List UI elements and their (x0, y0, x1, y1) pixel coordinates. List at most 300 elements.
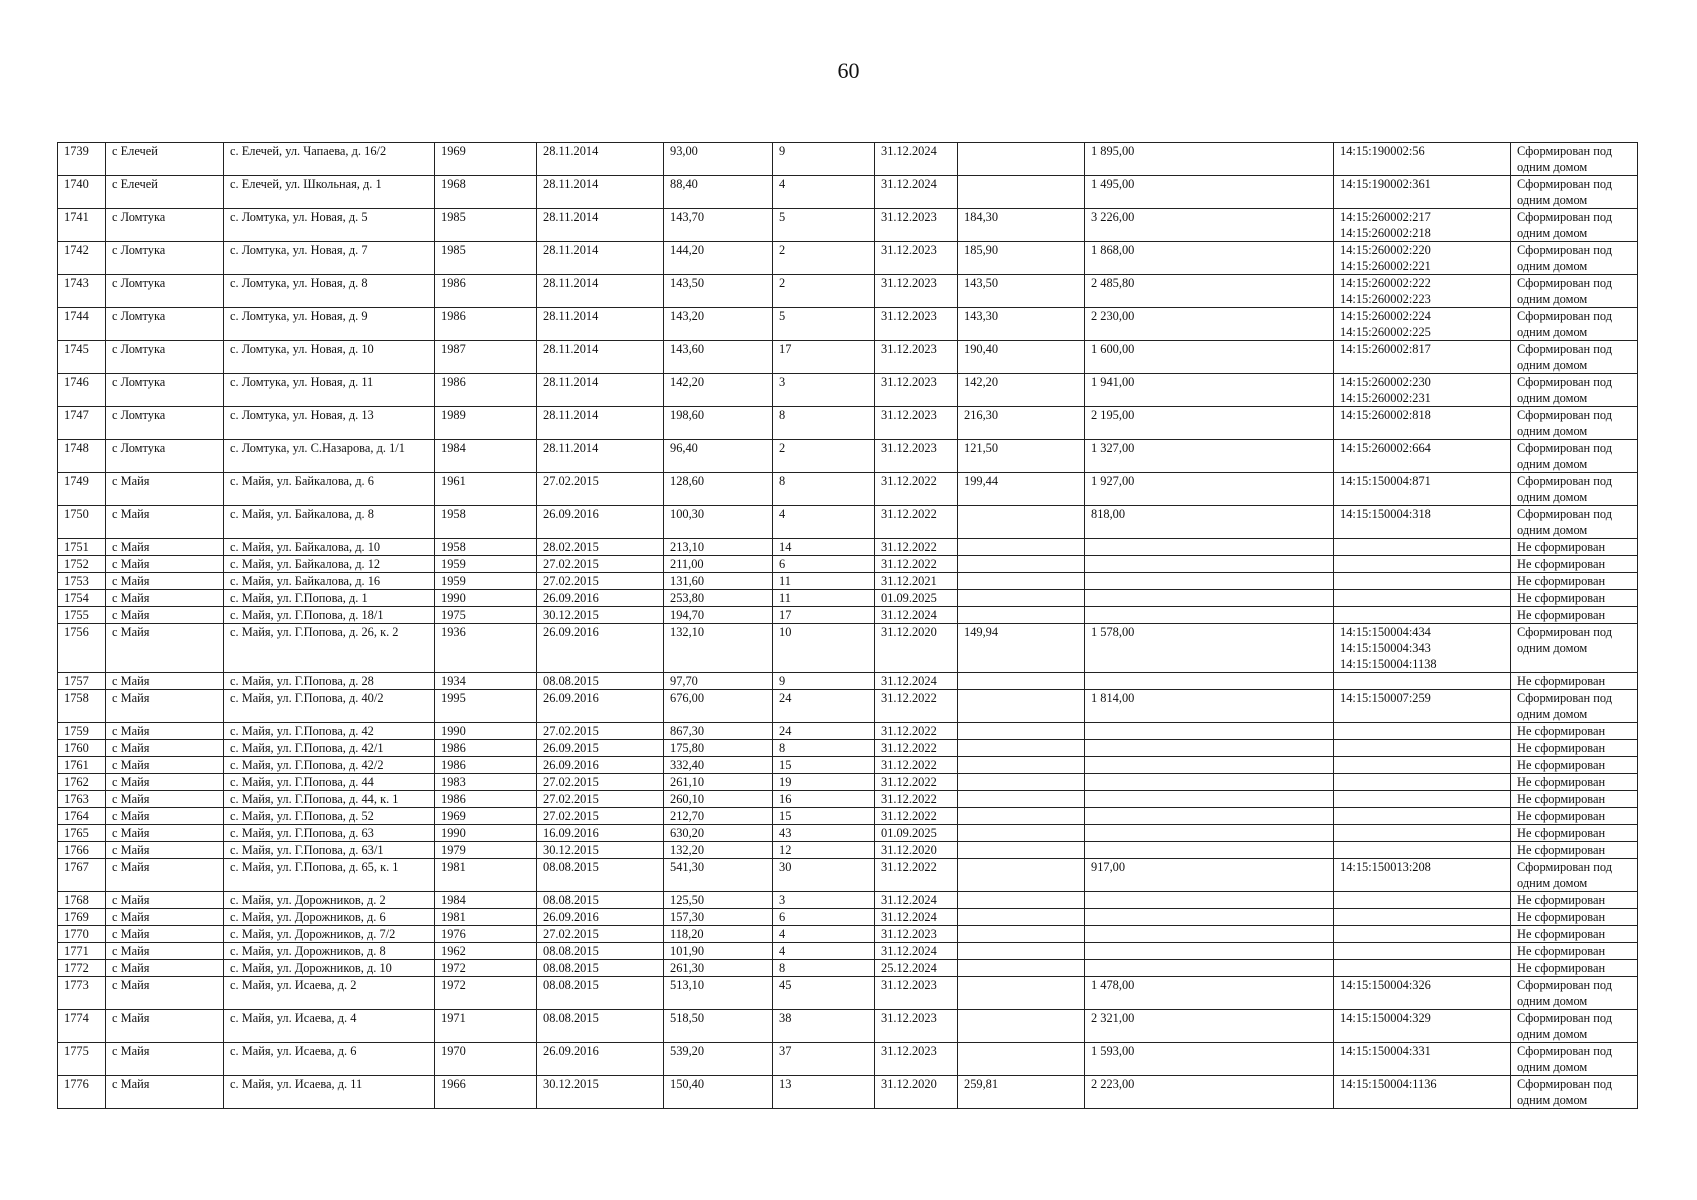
area-cell: 93,00 (664, 143, 773, 176)
settlement-cell: с Ломтука (106, 440, 224, 473)
address-cell: с. Майя, ул. Дорожников, д. 6 (224, 909, 435, 926)
settlement-cell: с Майя (106, 943, 224, 960)
land-area-cell (958, 723, 1085, 740)
planned-date-cell: 31.12.2022 (875, 723, 958, 740)
settlement-cell: с Ломтука (106, 209, 224, 242)
table-row (58, 275, 1638, 308)
settlement-cell: с Елечей (106, 143, 224, 176)
year-built-cell: 1972 (435, 977, 537, 1010)
land-area-cell (958, 977, 1085, 1010)
cost-cell: 2 321,00 (1085, 1010, 1334, 1043)
row-number-cell: 1744 (58, 308, 106, 341)
residents-count-cell: 11 (773, 573, 875, 590)
area-cell: 261,10 (664, 774, 773, 791)
date-cell: 27.02.2015 (537, 573, 664, 590)
residents-count-cell: 37 (773, 1043, 875, 1076)
table-row (58, 926, 1638, 943)
year-built-cell: 1969 (435, 143, 537, 176)
residents-count-cell: 38 (773, 1010, 875, 1043)
date-cell: 27.02.2015 (537, 774, 664, 791)
cadastral-number-cell (1334, 808, 1511, 825)
row-number-cell: 1768 (58, 892, 106, 909)
settlement-cell: с Майя (106, 1043, 224, 1076)
date-cell: 26.09.2015 (537, 740, 664, 757)
date-cell: 26.09.2016 (537, 506, 664, 539)
residents-count-cell: 6 (773, 556, 875, 573)
planned-date-cell: 31.12.2022 (875, 774, 958, 791)
address-cell: с. Майя, ул. Г.Попова, д. 52 (224, 808, 435, 825)
land-status-cell: Не сформирован (1511, 960, 1638, 977)
table-row (58, 556, 1638, 573)
table-row (58, 825, 1638, 842)
table-row (58, 590, 1638, 607)
date-cell: 27.02.2015 (537, 926, 664, 943)
settlement-cell: с Майя (106, 607, 224, 624)
area-cell: 144,20 (664, 242, 773, 275)
table-row (58, 242, 1638, 275)
cost-cell: 1 327,00 (1085, 440, 1334, 473)
land-status-cell: Не сформирован (1511, 590, 1638, 607)
date-cell: 08.08.2015 (537, 892, 664, 909)
settlement-cell: с Майя (106, 556, 224, 573)
address-cell: с. Майя, ул. Г.Попова, д. 44, к. 1 (224, 791, 435, 808)
table-row (58, 842, 1638, 859)
cost-cell (1085, 808, 1334, 825)
land-area-cell: 190,40 (958, 341, 1085, 374)
cadastral-number-cell (1334, 673, 1511, 690)
table-row (58, 308, 1638, 341)
settlement-cell: с Майя (106, 473, 224, 506)
cadastral-number-cell (1334, 556, 1511, 573)
address-cell: с. Ломтука, ул. Новая, д. 8 (224, 275, 435, 308)
cost-cell: 2 195,00 (1085, 407, 1334, 440)
cost-cell (1085, 723, 1334, 740)
settlement-cell: с Майя (106, 960, 224, 977)
cadastral-number-cell: 14:15:150004:318 (1334, 506, 1511, 539)
area-cell: 260,10 (664, 791, 773, 808)
cost-cell: 1 600,00 (1085, 341, 1334, 374)
date-cell: 26.09.2016 (537, 690, 664, 723)
cadastral-number-cell: 14:15:260002:222 14:15:260002:223 (1334, 275, 1511, 308)
residents-count-cell: 16 (773, 791, 875, 808)
table-row (58, 624, 1638, 673)
area-cell: 513,10 (664, 977, 773, 1010)
residents-count-cell: 2 (773, 440, 875, 473)
cadastral-number-cell: 14:15:260002:664 (1334, 440, 1511, 473)
row-number-cell: 1764 (58, 808, 106, 825)
cadastral-number-cell: 14:15:260002:224 14:15:260002:225 (1334, 308, 1511, 341)
year-built-cell: 1966 (435, 1076, 537, 1109)
table-row (58, 341, 1638, 374)
residents-count-cell: 4 (773, 506, 875, 539)
row-number-cell: 1749 (58, 473, 106, 506)
address-cell: с. Майя, ул. Байкалова, д. 16 (224, 573, 435, 590)
land-area-cell: 142,20 (958, 374, 1085, 407)
settlement-cell: с Майя (106, 926, 224, 943)
area-cell: 125,50 (664, 892, 773, 909)
cost-cell (1085, 774, 1334, 791)
settlement-cell: с Майя (106, 791, 224, 808)
row-number-cell: 1761 (58, 757, 106, 774)
planned-date-cell: 31.12.2020 (875, 1076, 958, 1109)
year-built-cell: 1975 (435, 607, 537, 624)
address-cell: с. Майя, ул. Дорожников, д. 10 (224, 960, 435, 977)
area-cell: 867,30 (664, 723, 773, 740)
settlement-cell: с Ломтука (106, 275, 224, 308)
residents-count-cell: 14 (773, 539, 875, 556)
row-number-cell: 1740 (58, 176, 106, 209)
year-built-cell: 1986 (435, 374, 537, 407)
cadastral-number-cell: 14:15:190002:361 (1334, 176, 1511, 209)
area-cell: 143,60 (664, 341, 773, 374)
cadastral-number-cell: 14:15:150004:434 14:15:150004:343 14:15:150004:1138 (1334, 624, 1511, 673)
residents-count-cell: 8 (773, 740, 875, 757)
area-cell: 211,00 (664, 556, 773, 573)
year-built-cell: 1981 (435, 859, 537, 892)
planned-date-cell: 31.12.2022 (875, 859, 958, 892)
planned-date-cell: 31.12.2022 (875, 808, 958, 825)
settlement-cell: с Майя (106, 590, 224, 607)
cost-cell: 1 593,00 (1085, 1043, 1334, 1076)
area-cell: 332,40 (664, 757, 773, 774)
settlement-cell: с Елечей (106, 176, 224, 209)
date-cell: 27.02.2015 (537, 723, 664, 740)
address-cell: с. Майя, ул. Г.Попова, д. 44 (224, 774, 435, 791)
area-cell: 97,70 (664, 673, 773, 690)
cost-cell (1085, 791, 1334, 808)
row-number-cell: 1767 (58, 859, 106, 892)
row-number-cell: 1750 (58, 506, 106, 539)
row-number-cell: 1769 (58, 909, 106, 926)
date-cell: 08.08.2015 (537, 1010, 664, 1043)
cadastral-number-cell (1334, 960, 1511, 977)
land-status-cell: Сформирован под одним домом (1511, 143, 1638, 176)
address-cell: с. Майя, ул. Исаева, д. 4 (224, 1010, 435, 1043)
land-area-cell (958, 556, 1085, 573)
year-built-cell: 1984 (435, 440, 537, 473)
planned-date-cell: 31.12.2021 (875, 573, 958, 590)
settlement-cell: с Ломтука (106, 341, 224, 374)
residents-count-cell: 17 (773, 607, 875, 624)
settlement-cell: с Ломтука (106, 407, 224, 440)
row-number-cell: 1771 (58, 943, 106, 960)
date-cell: 30.12.2015 (537, 842, 664, 859)
residents-count-cell: 17 (773, 341, 875, 374)
cadastral-number-cell (1334, 892, 1511, 909)
year-built-cell: 1971 (435, 1010, 537, 1043)
residents-count-cell: 8 (773, 473, 875, 506)
planned-date-cell: 31.12.2024 (875, 892, 958, 909)
address-cell: с. Майя, ул. Г.Попова, д. 26, к. 2 (224, 624, 435, 673)
address-cell: с. Майя, ул. Г.Попова, д. 42/1 (224, 740, 435, 757)
land-area-cell (958, 909, 1085, 926)
table-row (58, 723, 1638, 740)
land-area-cell (958, 590, 1085, 607)
row-number-cell: 1751 (58, 539, 106, 556)
date-cell: 26.09.2016 (537, 1043, 664, 1076)
address-cell: с. Майя, ул. Байкалова, д. 6 (224, 473, 435, 506)
table-row (58, 1043, 1638, 1076)
table-row (58, 909, 1638, 926)
address-cell: с. Майя, ул. Г.Попова, д. 18/1 (224, 607, 435, 624)
residents-count-cell: 45 (773, 977, 875, 1010)
cadastral-number-cell: 14:15:150004:326 (1334, 977, 1511, 1010)
planned-date-cell: 31.12.2022 (875, 539, 958, 556)
cadastral-number-cell: 14:15:150013:208 (1334, 859, 1511, 892)
area-cell: 541,30 (664, 859, 773, 892)
table-row (58, 1076, 1638, 1109)
table-row (58, 440, 1638, 473)
row-number-cell: 1772 (58, 960, 106, 977)
cost-cell (1085, 842, 1334, 859)
date-cell: 26.09.2016 (537, 624, 664, 673)
settlement-cell: с Ломтука (106, 374, 224, 407)
land-area-cell: 143,50 (958, 275, 1085, 308)
planned-date-cell: 31.12.2023 (875, 275, 958, 308)
cadastral-number-cell (1334, 590, 1511, 607)
year-built-cell: 1986 (435, 275, 537, 308)
cadastral-number-cell (1334, 926, 1511, 943)
date-cell: 28.11.2014 (537, 176, 664, 209)
settlement-cell: с Майя (106, 757, 224, 774)
residents-count-cell: 15 (773, 757, 875, 774)
address-cell: с. Майя, ул. Г.Попова, д. 42/2 (224, 757, 435, 774)
address-cell: с. Майя, ул. Исаева, д. 2 (224, 977, 435, 1010)
residents-count-cell: 2 (773, 242, 875, 275)
land-status-cell: Не сформирован (1511, 892, 1638, 909)
cost-cell: 1 868,00 (1085, 242, 1334, 275)
cadastral-number-cell (1334, 791, 1511, 808)
planned-date-cell: 31.12.2024 (875, 607, 958, 624)
planned-date-cell: 01.09.2025 (875, 590, 958, 607)
date-cell: 28.11.2014 (537, 374, 664, 407)
land-area-cell: 121,50 (958, 440, 1085, 473)
land-status-cell: Не сформирован (1511, 774, 1638, 791)
cost-cell (1085, 960, 1334, 977)
year-built-cell: 1958 (435, 506, 537, 539)
area-cell: 143,50 (664, 275, 773, 308)
cost-cell: 2 485,80 (1085, 275, 1334, 308)
area-cell: 213,10 (664, 539, 773, 556)
year-built-cell: 1936 (435, 624, 537, 673)
planned-date-cell: 31.12.2023 (875, 1010, 958, 1043)
table-row (58, 757, 1638, 774)
address-cell: с. Майя, ул. Байкалова, д. 12 (224, 556, 435, 573)
year-built-cell: 1934 (435, 673, 537, 690)
land-area-cell (958, 740, 1085, 757)
table-row (58, 176, 1638, 209)
address-cell: с. Майя, ул. Г.Попова, д. 63 (224, 825, 435, 842)
area-cell: 261,30 (664, 960, 773, 977)
address-cell: с. Ломтука, ул. Новая, д. 10 (224, 341, 435, 374)
date-cell: 28.11.2014 (537, 407, 664, 440)
area-cell: 143,70 (664, 209, 773, 242)
cost-cell: 2 223,00 (1085, 1076, 1334, 1109)
land-status-cell: Сформирован под одним домом (1511, 1076, 1638, 1109)
land-status-cell: Сформирован под одним домом (1511, 209, 1638, 242)
area-cell: 194,70 (664, 607, 773, 624)
residents-count-cell: 15 (773, 808, 875, 825)
land-status-cell: Не сформирован (1511, 740, 1638, 757)
year-built-cell: 1959 (435, 573, 537, 590)
settlement-cell: с Майя (106, 859, 224, 892)
address-cell: с. Майя, ул. Г.Попова, д. 28 (224, 673, 435, 690)
cadastral-number-cell: 14:15:190002:56 (1334, 143, 1511, 176)
land-status-cell: Сформирован под одним домом (1511, 859, 1638, 892)
land-status-cell: Не сформирован (1511, 808, 1638, 825)
cost-cell (1085, 943, 1334, 960)
cadastral-number-cell (1334, 539, 1511, 556)
land-status-cell: Не сформирован (1511, 556, 1638, 573)
residents-count-cell: 2 (773, 275, 875, 308)
planned-date-cell: 31.12.2020 (875, 842, 958, 859)
cadastral-number-cell (1334, 774, 1511, 791)
land-status-cell: Сформирован под одним домом (1511, 308, 1638, 341)
residents-count-cell: 6 (773, 909, 875, 926)
planned-date-cell: 31.12.2023 (875, 209, 958, 242)
planned-date-cell: 31.12.2022 (875, 556, 958, 573)
date-cell: 26.09.2016 (537, 757, 664, 774)
land-area-cell (958, 757, 1085, 774)
row-number-cell: 1760 (58, 740, 106, 757)
table-row (58, 791, 1638, 808)
address-cell: с. Ломтука, ул. С.Назарова, д. 1/1 (224, 440, 435, 473)
table-row (58, 143, 1638, 176)
planned-date-cell: 31.12.2024 (875, 176, 958, 209)
address-cell: с. Майя, ул. Исаева, д. 11 (224, 1076, 435, 1109)
cadastral-number-cell: 14:15:150004:331 (1334, 1043, 1511, 1076)
date-cell: 28.11.2014 (537, 440, 664, 473)
settlement-cell: с Майя (106, 774, 224, 791)
land-area-cell (958, 573, 1085, 590)
cadastral-number-cell: 14:15:260002:817 (1334, 341, 1511, 374)
address-cell: с. Ломтука, ул. Новая, д. 11 (224, 374, 435, 407)
cost-cell (1085, 573, 1334, 590)
date-cell: 08.08.2015 (537, 859, 664, 892)
area-cell: 157,30 (664, 909, 773, 926)
land-area-cell: 149,94 (958, 624, 1085, 673)
table-row (58, 977, 1638, 1010)
planned-date-cell: 25.12.2024 (875, 960, 958, 977)
area-cell: 118,20 (664, 926, 773, 943)
land-status-cell: Сформирован под одним домом (1511, 242, 1638, 275)
land-status-cell: Не сформирован (1511, 791, 1638, 808)
planned-date-cell: 31.12.2022 (875, 791, 958, 808)
planned-date-cell: 31.12.2024 (875, 909, 958, 926)
land-area-cell (958, 926, 1085, 943)
page-number: 60 (837, 58, 860, 83)
cost-cell (1085, 740, 1334, 757)
cost-cell (1085, 757, 1334, 774)
table-row (58, 740, 1638, 757)
land-status-cell: Сформирован под одним домом (1511, 341, 1638, 374)
table-row (58, 209, 1638, 242)
date-cell: 27.02.2015 (537, 473, 664, 506)
year-built-cell: 1995 (435, 690, 537, 723)
residents-count-cell: 43 (773, 825, 875, 842)
planned-date-cell: 31.12.2024 (875, 143, 958, 176)
residents-count-cell: 9 (773, 673, 875, 690)
table-row (58, 1010, 1638, 1043)
land-status-cell: Не сформирован (1511, 842, 1638, 859)
address-cell: с. Майя, ул. Г.Попова, д. 40/2 (224, 690, 435, 723)
row-number-cell: 1757 (58, 673, 106, 690)
land-area-cell (958, 892, 1085, 909)
date-cell: 08.08.2015 (537, 960, 664, 977)
area-cell: 142,20 (664, 374, 773, 407)
year-built-cell: 1987 (435, 341, 537, 374)
planned-date-cell: 31.12.2020 (875, 624, 958, 673)
planned-date-cell: 31.12.2023 (875, 977, 958, 1010)
cadastral-number-cell (1334, 909, 1511, 926)
cadastral-number-cell: 14:15:260002:220 14:15:260002:221 (1334, 242, 1511, 275)
cost-cell (1085, 556, 1334, 573)
residents-count-cell: 13 (773, 1076, 875, 1109)
cost-cell: 1 578,00 (1085, 624, 1334, 673)
cadastral-number-cell (1334, 842, 1511, 859)
area-cell: 100,30 (664, 506, 773, 539)
cadastral-number-cell: 14:15:150004:329 (1334, 1010, 1511, 1043)
cadastral-number-cell: 14:15:260002:217 14:15:260002:218 (1334, 209, 1511, 242)
land-status-cell: Не сформирован (1511, 757, 1638, 774)
land-status-cell: Не сформирован (1511, 723, 1638, 740)
area-cell: 253,80 (664, 590, 773, 607)
row-number-cell: 1745 (58, 341, 106, 374)
settlement-cell: с Майя (106, 825, 224, 842)
cost-cell: 818,00 (1085, 506, 1334, 539)
cost-cell: 1 941,00 (1085, 374, 1334, 407)
area-cell: 143,20 (664, 308, 773, 341)
address-cell: с. Майя, ул. Байкалова, д. 10 (224, 539, 435, 556)
table-row (58, 859, 1638, 892)
land-status-cell: Не сформирован (1511, 943, 1638, 960)
cost-cell: 1 495,00 (1085, 176, 1334, 209)
cadastral-number-cell (1334, 825, 1511, 842)
table-row (58, 407, 1638, 440)
table-row (58, 892, 1638, 909)
year-built-cell: 1958 (435, 539, 537, 556)
area-cell: 630,20 (664, 825, 773, 842)
cadastral-number-cell: 14:15:260002:818 (1334, 407, 1511, 440)
address-cell: с. Майя, ул. Дорожников, д. 8 (224, 943, 435, 960)
land-area-cell (958, 774, 1085, 791)
date-cell: 28.11.2014 (537, 242, 664, 275)
row-number-cell: 1753 (58, 573, 106, 590)
date-cell: 27.02.2015 (537, 556, 664, 573)
planned-date-cell: 31.12.2024 (875, 673, 958, 690)
year-built-cell: 1990 (435, 825, 537, 842)
row-number-cell: 1775 (58, 1043, 106, 1076)
row-number-cell: 1759 (58, 723, 106, 740)
residents-count-cell: 8 (773, 960, 875, 977)
settlement-cell: с Майя (106, 740, 224, 757)
cost-cell: 1 927,00 (1085, 473, 1334, 506)
year-built-cell: 1969 (435, 808, 537, 825)
row-number-cell: 1773 (58, 977, 106, 1010)
row-number-cell: 1755 (58, 607, 106, 624)
land-status-cell: Не сформирован (1511, 573, 1638, 590)
area-cell: 212,70 (664, 808, 773, 825)
date-cell: 28.11.2014 (537, 308, 664, 341)
land-status-cell: Сформирован под одним домом (1511, 374, 1638, 407)
planned-date-cell: 31.12.2023 (875, 440, 958, 473)
cadastral-number-cell: 14:15:260002:230 14:15:260002:231 (1334, 374, 1511, 407)
cost-cell: 917,00 (1085, 859, 1334, 892)
settlement-cell: с Ломтука (106, 308, 224, 341)
residents-count-cell: 12 (773, 842, 875, 859)
land-area-cell (958, 842, 1085, 859)
row-number-cell: 1747 (58, 407, 106, 440)
